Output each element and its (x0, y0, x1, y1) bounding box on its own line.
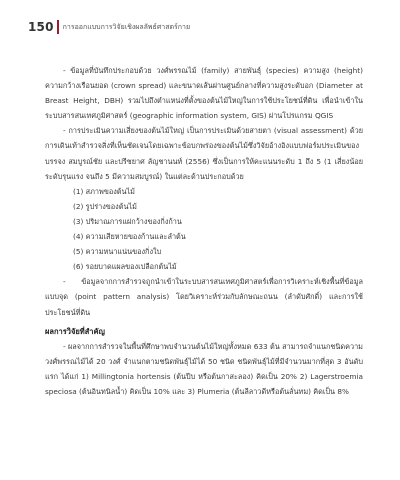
list-item: (1) สภาพของต้นไม้ (73, 186, 135, 196)
running-title: การออกแบบการวิจัยเชิงผลลัพธ์ศาสตร์กาย (62, 22, 191, 31)
list-item: (2) รูปร่างของต้นไม้ (73, 201, 137, 211)
header-divider (57, 20, 59, 34)
list-item: (5) ความหนาแน่นของกิ่งใบ (73, 247, 162, 257)
list-item: (4) ความเสียหายของก้านและลำต้น (73, 232, 186, 242)
page-header (28, 20, 190, 34)
list-item: (3) ปริมาณการแผ่กว้างของกิ่งก้าน (73, 216, 182, 226)
list-item: (6) รอยบาดแผลของเปลือกต้นไม้ (73, 262, 177, 272)
paragraph-key-findings: - ผลจากการสำรวจในพื้นที่ศึกษาพบจำนวนต้นไม้ใหญ่ทั้งหมด 633 ต้น สามารถจำแนกชนิดความวงศ์พรรณไม้ได้ 20 วงศ์ จำแนกตามชนิดพันธุ์ไม้ได้ 50 ชนิด ชนิดพันธุ์ไม้ที่มีจำนวนมากที่สุด 3 อันดับแรก ได้แก่ 1) Millingtonia hortensis (ต้นปีบ หรือต้นกาสะลอง) คิดเป็น 20% 2) Lagerstroemia speciosa (ต้นอินทนิลน้ำ) คิดเป็น 10% และ 3) Plumeria (ต้นลีลาวดีหรือต้นลั่นทม) คิดเป็น 8% (45, 341, 363, 396)
paragraph-data-recorded: - ข้อมูลที่บันทึกประกอบด้วย วงศ์พรรณไม้ (family) สายพันธุ์ (species) ความสูง (height) ความกว้างเรือนยอด (crown spread) และขนาดเส้นผ่านศูนย์กลางที่ความสูงระดับอก (Diameter at Breast Height, DBH) รวมไปถึงตำแหน่งที่ตั้งของต้นไม้ใหญ่ในการใช้ประโยชน์ที่ดิน เพื่อนำเข้าในระบบสารสนเทศภูมิศาสตร์ (geographic information system, GIS) ผ่านโปรแกรม QGIS (45, 66, 363, 121)
paragraph-gis-analysis: - ข้อมูลจากการสำรวจถูกนำเข้าในระบบสารสนเทศภูมิศาสตร์เพื่อการวิเคราะห์เชิงพื้นที่ข้อมูลแบบจุด (point pattern analysis) โดยวิเคราะห์ร่วมกับลักษณะถนน (ลำดับศักดิ์) และการใช้ประโยชน์ที่ดิน (45, 277, 363, 317)
paragraph-risk-assessment: - การประเมินความเสี่ยงของต้นไม้ใหญ่ เป็นการประเมินด้วยสายตา (visual assessment) ด้วยการเดินเท้าสำรวจสิ่งที่เห็นชัดเจนโดยเฉพาะข้อบกพร่องของต้นไม้ซึ่งวิจัยอ้างอิงแบบฟอร์มประเมินของบรรจง สมบูรณ์ชัย และปรีชยาศ ลัญชานนท์ (2556) ซึ่งเป็นการให้คะแนนระดับ 1 ถึง 5 (1 เสี่ยงน้อยระดับรุนแรง จนถึง 5 มีความสมบูรณ์) ในแต่ละด้านประกอบด้วย (45, 126, 363, 181)
assessment-criteria-list (45, 184, 363, 275)
page-body (45, 63, 363, 399)
section-heading: ผลการวิจัยที่สำคัญ (45, 326, 105, 336)
page-number: 150 (28, 20, 54, 34)
